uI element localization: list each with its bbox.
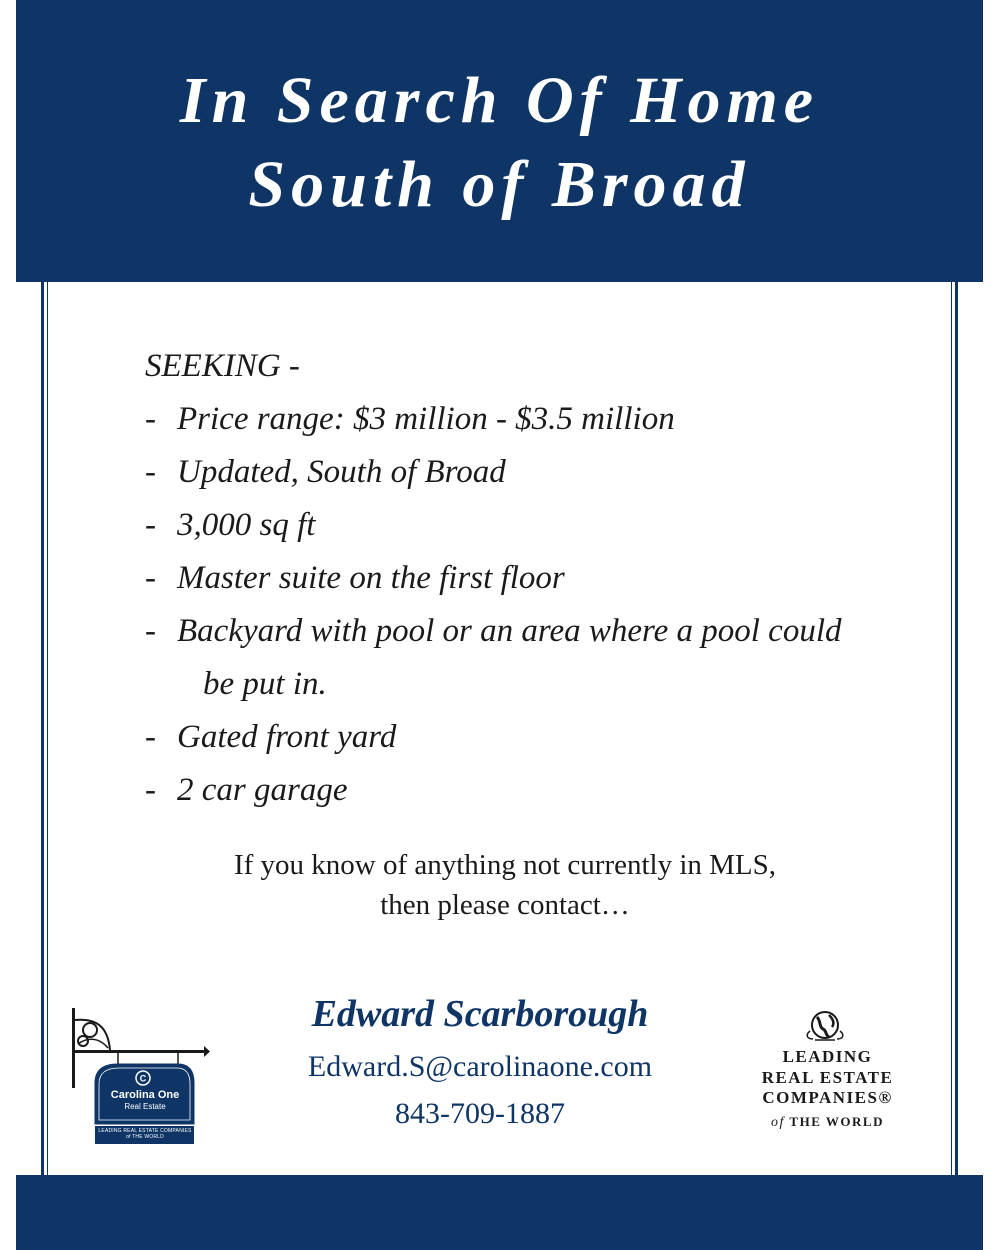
left-border-thin bbox=[47, 282, 48, 1175]
list-item-text: Updated, South of Broad bbox=[177, 454, 506, 490]
list-item-text: Backyard with pool or an area where a pool could bbox=[177, 613, 842, 649]
contact-note-line1: If you know of anything not currently in MLS, bbox=[233, 849, 777, 881]
list-item bbox=[145, 446, 905, 499]
partner-logo-of: of bbox=[771, 1115, 785, 1130]
list-dash: - bbox=[145, 613, 156, 649]
partner-logo-line1: LEADING bbox=[782, 1047, 873, 1066]
page-title-line1: In Search Of Home bbox=[179, 64, 820, 137]
seeking-list bbox=[145, 340, 905, 817]
list-item bbox=[145, 552, 905, 605]
list-item-text: Master suite on the first floor bbox=[177, 560, 565, 596]
list-item-text: 2 car garage bbox=[177, 772, 348, 808]
list-item bbox=[145, 393, 905, 446]
contact-note bbox=[150, 845, 860, 925]
list-dash: - bbox=[145, 454, 156, 490]
hanging-sign-icon bbox=[68, 1008, 213, 1148]
list-item bbox=[145, 605, 905, 658]
page-title-line2: South of Broad bbox=[248, 148, 751, 221]
partner-logo-line4 bbox=[745, 1114, 910, 1131]
partner-logo-line3: COMPANIES® bbox=[762, 1088, 893, 1107]
list-item-text: Gated front yard bbox=[177, 719, 397, 755]
agent-email-link[interactable]: Edward.S@carolinaone.com bbox=[307, 1050, 653, 1083]
list-dash: - bbox=[145, 560, 156, 596]
svg-text:C: C bbox=[139, 1073, 147, 1084]
list-item bbox=[145, 764, 905, 817]
brand-affiliation: LEADING REAL ESTATE COMPANIES of THE WORLD bbox=[98, 1128, 192, 1140]
list-dash: - bbox=[145, 507, 156, 543]
contact-note-line2: then please contact… bbox=[380, 889, 630, 921]
header-band bbox=[16, 0, 983, 282]
brand-subtitle: Real Estate bbox=[124, 1102, 166, 1111]
agent-phone[interactable]: 843-709-1887 bbox=[395, 1097, 565, 1130]
list-dash: - bbox=[145, 401, 156, 437]
brand-name: Carolina One bbox=[110, 1089, 180, 1101]
list-item-text: Price range: $3 million - $3.5 million bbox=[177, 401, 675, 437]
list-item-text: 3,000 sq ft bbox=[177, 507, 316, 543]
partner-logo-line2: REAL ESTATE bbox=[761, 1068, 894, 1087]
list-item bbox=[145, 711, 905, 764]
seeking-heading: SEEKING - bbox=[145, 348, 300, 384]
list-item-continuation: be put in. bbox=[203, 666, 327, 702]
list-dash: - bbox=[145, 772, 156, 808]
footer-band bbox=[16, 1175, 983, 1250]
list-item bbox=[145, 499, 905, 552]
list-dash: - bbox=[145, 719, 156, 755]
agent-name: Edward Scarborough bbox=[311, 993, 649, 1035]
partner-logo-world: THE WORLD bbox=[784, 1114, 884, 1129]
left-border-thick bbox=[41, 282, 44, 1175]
right-border-thin bbox=[951, 282, 952, 1175]
right-border-thick bbox=[955, 282, 958, 1175]
